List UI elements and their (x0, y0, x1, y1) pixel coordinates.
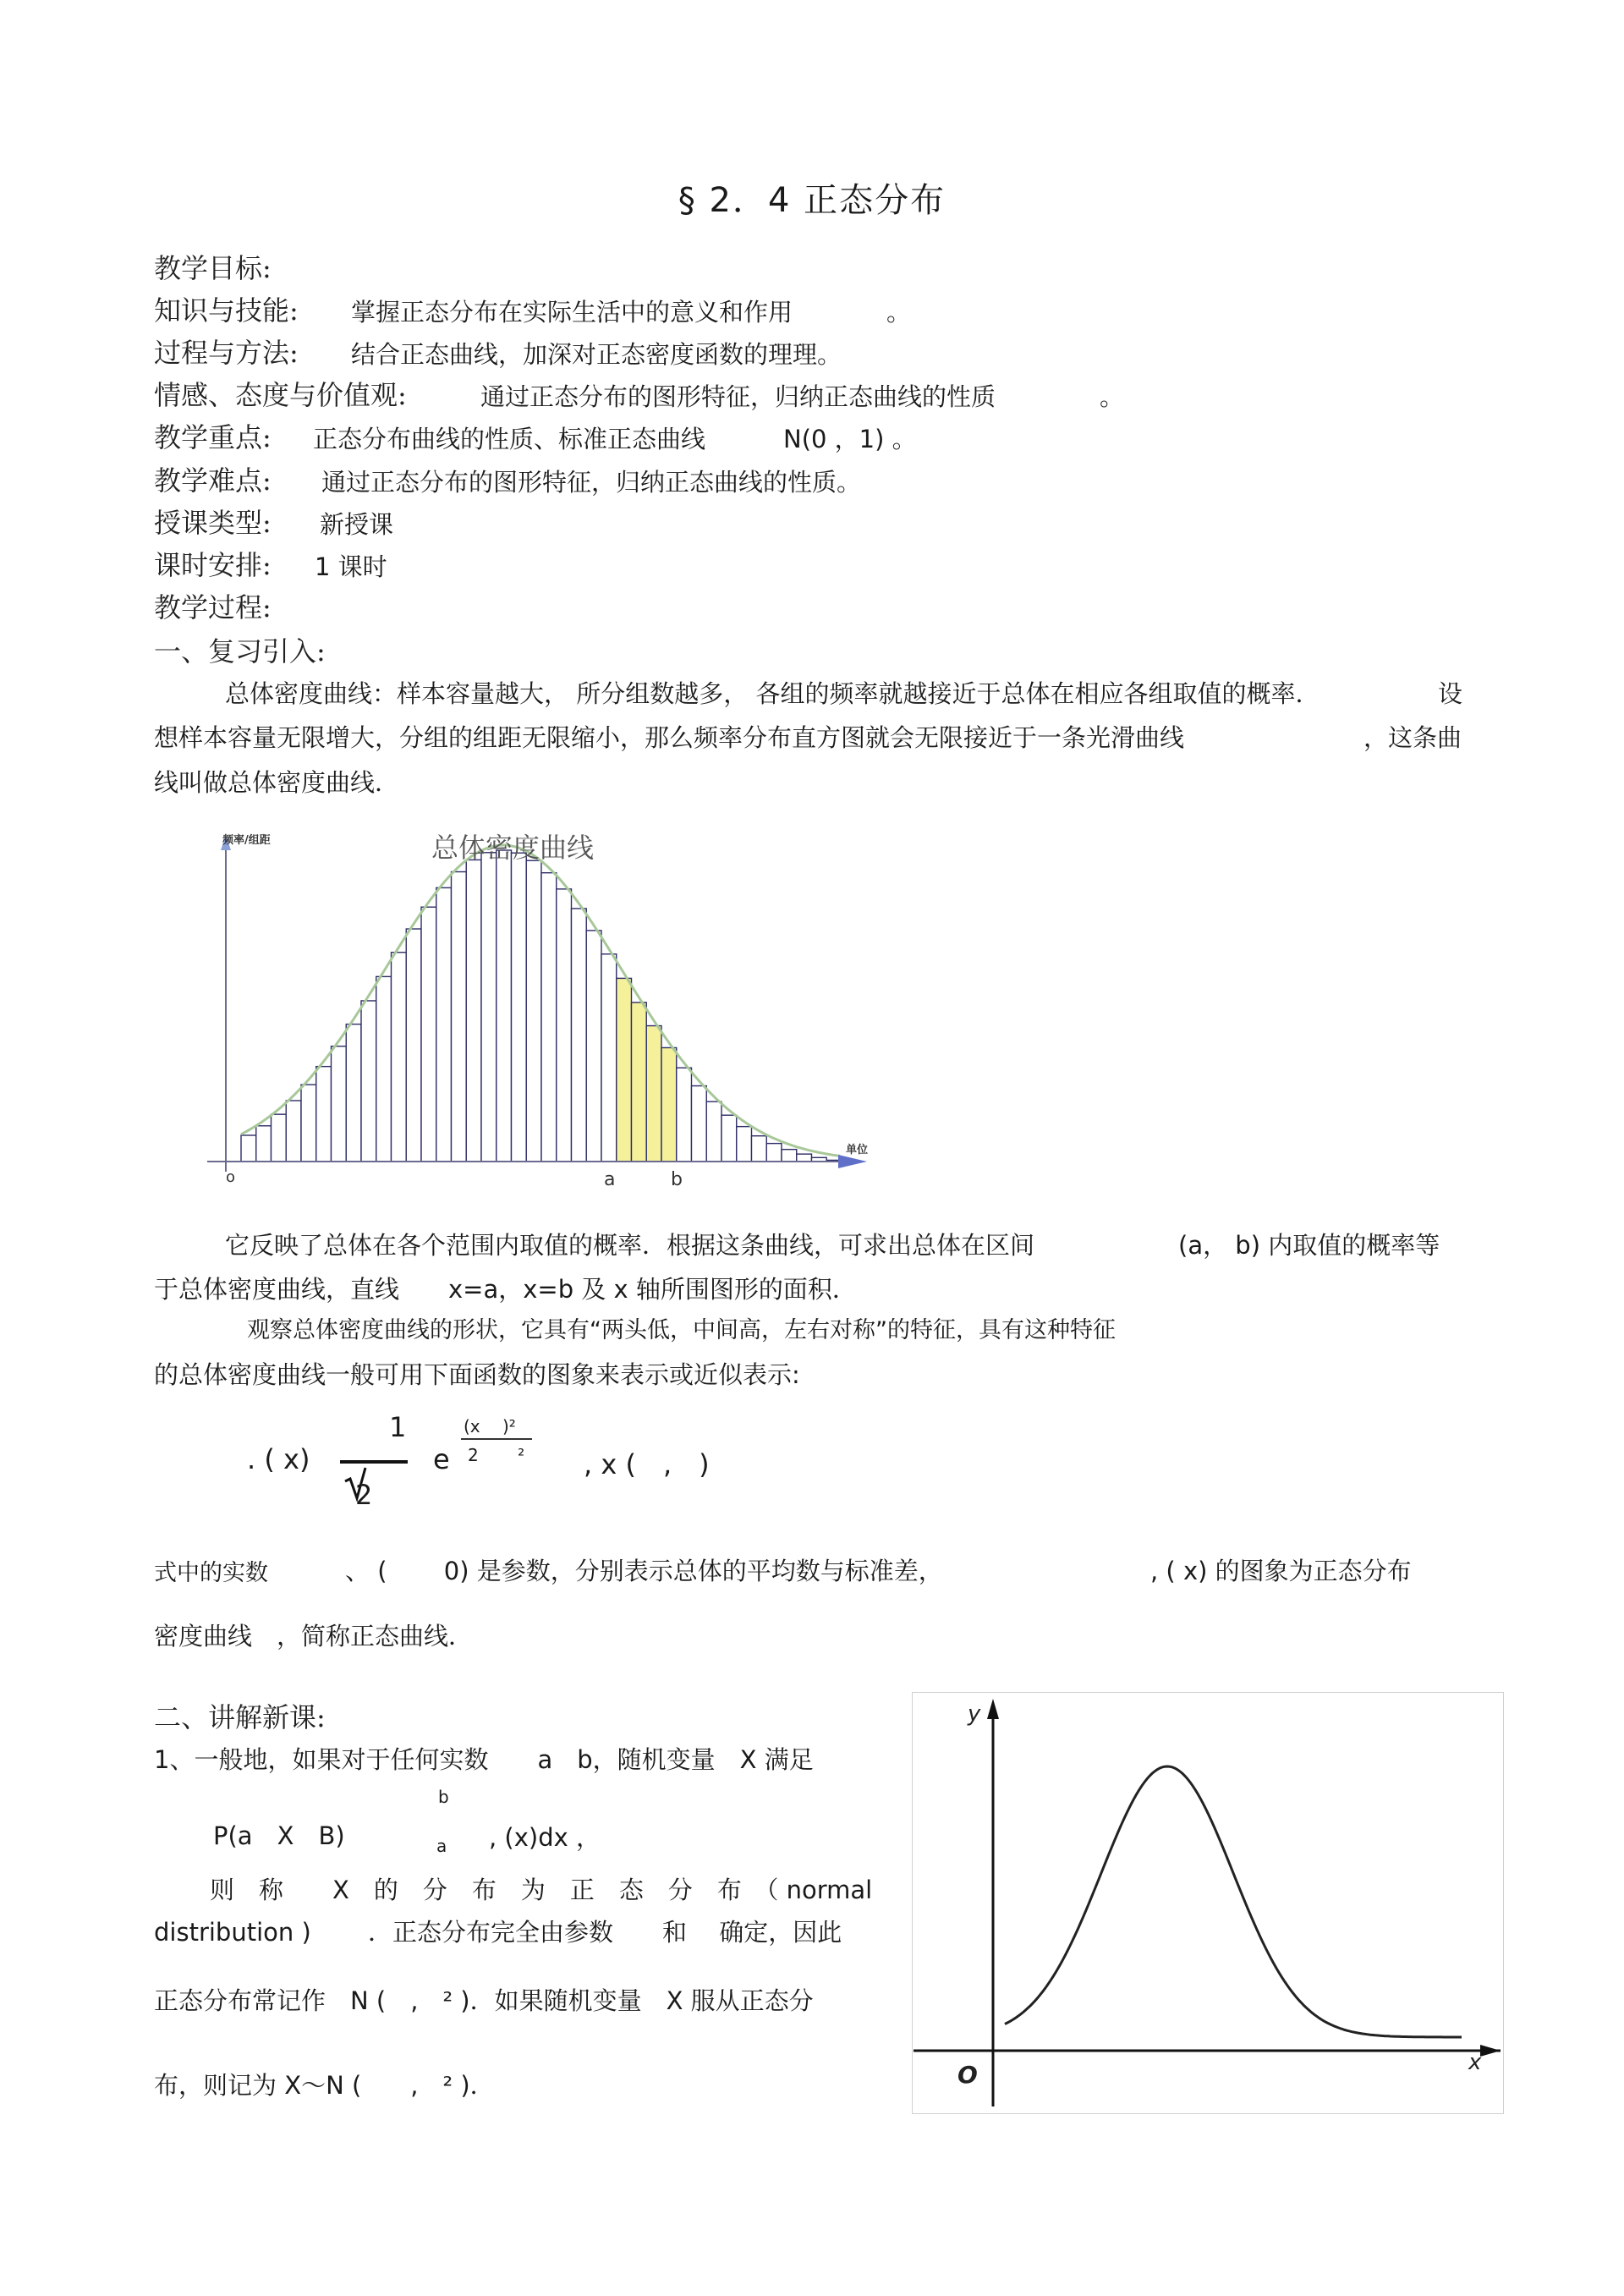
graph-y-arrow (987, 1699, 999, 1719)
newlesson-heading: 二、讲解新课: (154, 1701, 326, 1733)
newlesson-line3: 则 称 X 的 分 布 为 正 态 分 布 （ normal (210, 1876, 873, 1904)
objectives-heading: 教学目标: (154, 252, 272, 284)
histogram-bar (392, 953, 407, 1162)
newlesson-line1: 1、一般地，如果对于任何实数 a b，随机变量 X 满足 (154, 1745, 814, 1774)
knowledge-label: 知识与技能: (154, 294, 299, 327)
formula-exp-bot: 2 ² (468, 1445, 525, 1465)
histogram-bar (782, 1150, 797, 1162)
histogram-bar-shaded (632, 1002, 647, 1162)
newlesson-line4: distribution ) ．正态分布完全由参数 和 确定，因此 (154, 1918, 842, 1947)
newlesson-prob-rhs: , (x)dx ， (489, 1823, 601, 1852)
formula-denominator: 2 (355, 1479, 373, 1511)
histogram-bar (361, 1001, 376, 1162)
histogram-bar (557, 889, 572, 1162)
process-heading: 教学过程: (154, 591, 272, 623)
integral-upper: b (438, 1787, 449, 1807)
integral-lower: a (436, 1836, 447, 1856)
histogram-bar (256, 1126, 272, 1162)
formula-e: e (433, 1443, 450, 1475)
histogram-bar (436, 887, 452, 1162)
histogram-bar (301, 1085, 316, 1162)
emotion-period: 。 (1100, 382, 1125, 411)
figure-title: 总体密度曲线 (431, 832, 595, 864)
histogram-bar (497, 850, 512, 1162)
formula-lhs: . ( x) (247, 1443, 310, 1475)
key-tail: N(0 ，1) 。 (783, 425, 917, 453)
type-label: 授课类型: (154, 507, 272, 539)
histogram-bar (766, 1144, 782, 1162)
formula-domain: , x ( , ) (584, 1448, 710, 1480)
type-text: 新授课 (320, 510, 394, 539)
histogram-bar (481, 853, 497, 1162)
review-para2-line1: 它反映了总体在各个范围内取值的概率．根据这条曲线，可求出总体在区间 (225, 1231, 1035, 1260)
knowledge-text: 掌握正态分布在实际生活中的意义和作用 (351, 298, 793, 327)
review-para2-line2: 于总体密度曲线，直线 x=a，x=b 及 x 轴所围图形的面积． (154, 1275, 857, 1304)
graph-y-label: y (968, 1701, 981, 1727)
histogram-bar-shaded (646, 1026, 661, 1162)
histogram-bar (421, 907, 436, 1162)
review-para2-line1-tail: (a， b) 内取值的概率等 (1178, 1231, 1440, 1260)
graph-origin-label: O (957, 2061, 978, 2089)
histogram-bar (466, 860, 481, 1162)
histogram-bar-shaded (661, 1047, 677, 1162)
difficult-text: 通过正态分布的图形特征，归纳正态曲线的性质。 (321, 468, 862, 497)
histogram-bars (241, 850, 842, 1162)
graph-x-arrow (1480, 2045, 1501, 2057)
newlesson-prob: P(a X B) (213, 1821, 345, 1850)
histogram-bar (452, 872, 467, 1162)
normal-curve (1005, 1766, 1462, 2037)
histogram-bar (512, 853, 527, 1162)
figure-b: b (671, 1169, 683, 1190)
figure-xlabel: 单位 (846, 1144, 869, 1156)
formula-sqrt-sign (338, 1451, 414, 1502)
graph-x-label: x (1468, 2050, 1482, 2075)
histogram-bar (572, 909, 587, 1162)
hours-label: 课时安排: (154, 549, 272, 581)
review-para4-b: 、 ( 0) 是参数，分别表示总体的平均数与标准差， (345, 1557, 943, 1585)
histogram-bar (752, 1136, 767, 1162)
histogram-bar (272, 1114, 287, 1162)
histogram-bar (526, 860, 541, 1162)
x-axis-arrow (838, 1155, 867, 1168)
figure-ylabel: 频率/组距 (222, 834, 271, 847)
density-histogram-figure (190, 816, 892, 1206)
knowledge-period: 。 (886, 298, 912, 327)
emotion-text: 通过正态分布的图形特征，归纳正态曲线的性质 (480, 382, 996, 411)
key-text: 正态分布曲线的性质、标准正态曲线 (313, 425, 706, 453)
review-para4-a: 式中的实数 (154, 1560, 268, 1586)
review-para1-line3: 线叫做总体密度曲线． (154, 768, 400, 797)
process-text: 结合正态曲线，加深对正态密度函数的理理。 (351, 340, 842, 369)
review-para1-line1-tail: 设 (1438, 679, 1463, 708)
histogram-bar-shaded (617, 978, 632, 1162)
figure-origin: o (226, 1168, 236, 1186)
normal-curve-graph (912, 1692, 1504, 2115)
histogram-bar (706, 1101, 721, 1162)
newlesson-line6: 布，则记为 X～N ( , ² )． (154, 2071, 495, 2100)
histogram-bar (346, 1024, 361, 1162)
review-heading: 一、复习引入: (154, 635, 326, 667)
review-para3-line1: 观察总体密度曲线的形状，它具有“两头低，中间高，左右对称”的特征，具有这种特征 (247, 1317, 1116, 1343)
histogram-bar (586, 931, 601, 1162)
histogram-bar (692, 1086, 707, 1162)
histogram-bar (721, 1115, 737, 1162)
formula-exp-bar (461, 1438, 532, 1440)
histogram-bar (316, 1067, 332, 1162)
formula-exp-top: (x )² (464, 1416, 516, 1436)
histogram-bar (737, 1127, 752, 1162)
histogram-bar (677, 1068, 692, 1162)
histogram-bar (541, 873, 557, 1162)
histogram-bar (332, 1046, 347, 1162)
review-para4-line2: 密度曲线 ，简称正态曲线． (154, 1622, 474, 1651)
review-para1-line1: 总体密度曲线：样本容量越大， 所分组数越多， 各组的频率就越接近于总体在相应各组取值的概率． (225, 679, 1320, 708)
process-label: 过程与方法: (154, 337, 299, 369)
review-para1-line2: 想样本容量无限增大，分组的组距无限缩小，那么频率分布直方图就会无限接近于一条光滑曲线 (154, 723, 1185, 752)
histogram-bar (406, 929, 421, 1162)
histogram-bar (797, 1154, 812, 1162)
histogram-bar (376, 976, 392, 1162)
page-title: § 2．4 正态分布 (678, 181, 946, 220)
review-para4-c: , ( x) 的图象为正态分布 (1150, 1557, 1412, 1585)
formula-numerator: 1 (389, 1411, 407, 1443)
figure-a: a (604, 1169, 616, 1190)
emotion-label: 情感、态度与价值观: (154, 379, 407, 411)
histogram-bar (241, 1135, 256, 1162)
hours-text: 1 课时 (315, 552, 387, 581)
newlesson-line5: 正态分布常记作 N ( , ² )．如果随机变量 X 服从正态分 (154, 1986, 814, 2015)
histogram-bar (286, 1101, 301, 1162)
difficult-label: 教学难点: (154, 464, 272, 497)
key-label: 教学重点: (154, 421, 272, 453)
review-para1-line2-tail: ，这条曲 (1363, 723, 1462, 752)
histogram-bar (601, 954, 617, 1162)
review-para3-line2: 的总体密度曲线一般可用下面函数的图象来表示或近似表示: (154, 1360, 800, 1389)
